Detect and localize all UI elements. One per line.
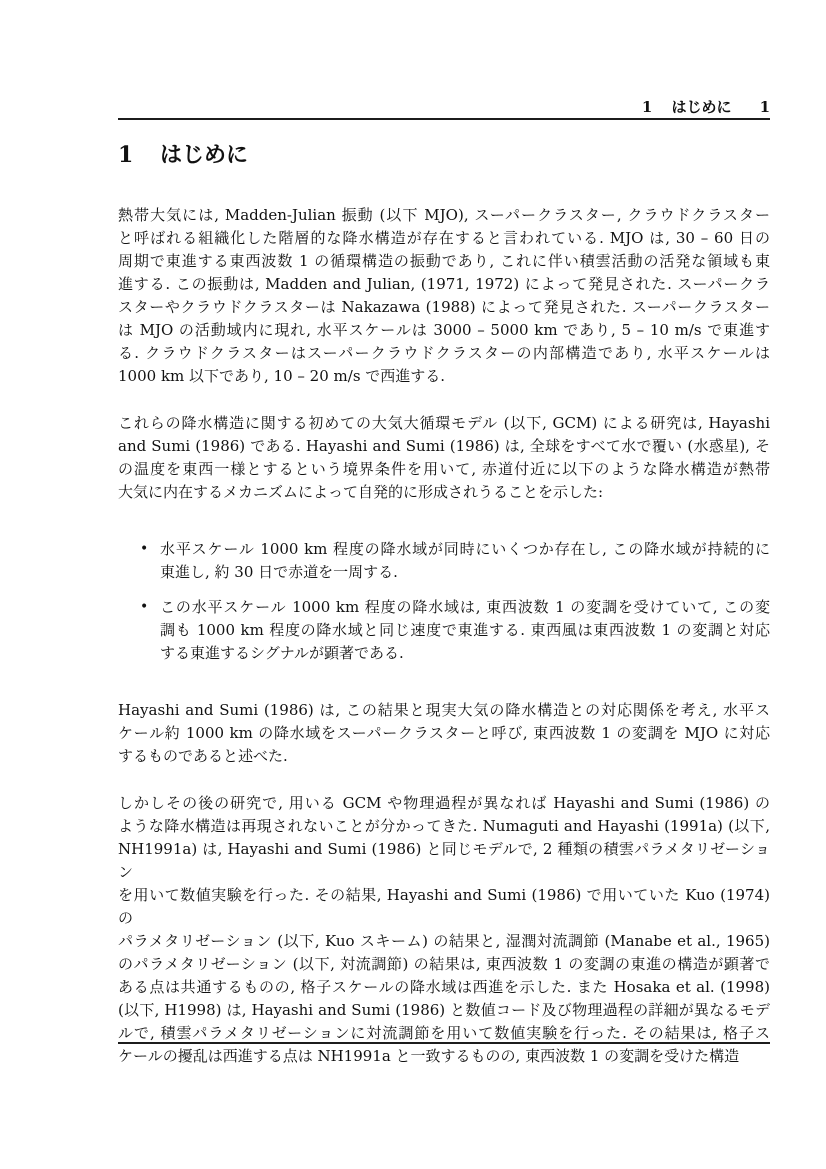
text-line: と呼ばれる組織化した階層的な降水構造が存在すると言われている. MJO は, 30 – 60 日の [118,229,770,247]
paragraph [118,699,770,768]
text-line: を用いて数値実験を行った. その結果, Hayashi and Sumi (1986) で用いていた Kuo (1974) の [118,886,770,927]
text-line: しかしその後の研究で, 用いる GCM や物理過程が異なれば Hayashi and Sumi (1986) の [118,794,770,812]
running-head-section-number: 1 [641,98,653,116]
section-number: 1 [118,142,134,168]
text-line: は MJO の活動域内に現れ, 水平スケールは 3000 – 5000 km であり, 5 – 10 m/s で東進す [118,321,770,339]
text-line: 進する. この振動は, Madden and Julian, (1971, 1972) によって発見された. スーパークラ [118,275,770,293]
text-line: ルで, 積雲パラメタリゼーションに対流調節を用いて数値実験を行った. その結果は, 格子ス [118,1024,770,1042]
text-line: (以下, H1998) は, Hayashi and Sumi (1986) と数値コード及び物理過程の詳細が異なるモデ [118,1001,770,1019]
text-line: これらの降水構造に関する初めての大気大循環モデル (以下, GCM) による研究は, Hayashi [118,414,770,432]
running-head-section-title: はじめに [671,98,732,116]
text-line: するものであると述べた. [118,747,288,765]
text-line: NH1991a) は, Hayashi and Sumi (1986) と同じモデルで, 2 種類の積雲パラメタリゼーション [118,840,770,881]
text-line: 調も 1000 km 程度の降水域と同じ速度で東進する. 東西風は東西波数 1 の変調と対応 [160,621,770,639]
page-body [118,204,770,1068]
text-line: ケール約 1000 km の降水域をスーパークラスターと呼び, 東西波数 1 の変調を MJO に対応 [118,724,770,742]
running-head-title [642,96,732,118]
bullet-icon: • [140,599,149,615]
paragraph [118,412,770,504]
text-line: ある点は共通するものの, 格子スケールの降水域は西進を示した. また Hosaka et al. (1998) [118,978,770,996]
text-line: 東進し, 約 30 日で赤道を一周する. [160,563,398,581]
text-line: and Sumi (1986) である. Hayashi and Sumi (1986) は, 全球をすべて水で覆い (水惑星), そ [118,437,770,455]
text-line: する東進するシグナルが顕著である. [160,644,404,662]
text-line: Hayashi and Sumi (1986) は, この結果と現実大気の降水構造との対応関係を考え, 水平ス [118,701,770,719]
text-line: のパラメタリゼーション (以下, 対流調節) の結果は, 東西波数 1 の変調の東進の構造が顕著で [118,955,770,973]
text-line: スターやクラウドクラスターは Nakazawa (1988) によって発見された. スーパークラスター [118,298,770,316]
paragraph [118,792,770,1068]
text-line: パラメタリゼーション (以下, Kuo スキーム) の結果と, 湿潤対流調節 (Manabe et al., 1965) [118,932,770,950]
header-rule [118,118,770,120]
bullet-icon: • [140,541,149,557]
page-header [118,94,770,118]
text-line: の温度を東西一様とするという境界条件を用いて, 赤道付近に以下のような降水構造が熱帯 [118,460,770,478]
text-line: 熱帯大気には, Madden-Julian 振動 (以下 MJO), スーパークラスター, クラウドクラスター [118,206,770,224]
text-line: ケールの擾乱は西進する点は NH1991a と一致するものの, 東西波数 1 の変調を受けた構造 [118,1047,740,1065]
bullet-item [118,596,770,665]
section-heading [118,139,248,172]
footer-rule [118,1042,770,1044]
bullet-list [118,538,770,665]
text-line: この水平スケール 1000 km 程度の降水域は, 東西波数 1 の変調を受けていて, この変 [160,598,770,616]
bullet-item [118,538,770,584]
paragraph [118,204,770,388]
text-line: 大気に内在するメカニズムによって自発的に形成されうることを示した: [118,483,604,501]
text-line: 水平スケール 1000 km 程度の降水域が同時にいくつか存在し, この降水域が持続的に [160,540,770,558]
text-line: ような降水構造は再現されないことが分かってきた. Numaguti and Hayashi (1991a) (以下, [118,817,770,835]
page-number: 1 [759,98,770,116]
text-line: る. クラウドクラスターはスーパークラウドクラスターの内部構造であり, 水平スケールは [118,344,770,362]
text-line: 周期で東進する東西波数 1 の循環構造の振動であり, これに伴い積雲活動の活発な領域も東 [118,252,770,270]
section-title: はじめに [159,143,248,168]
text-line: 1000 km 以下であり, 10 – 20 m/s で西進する. [118,367,446,385]
